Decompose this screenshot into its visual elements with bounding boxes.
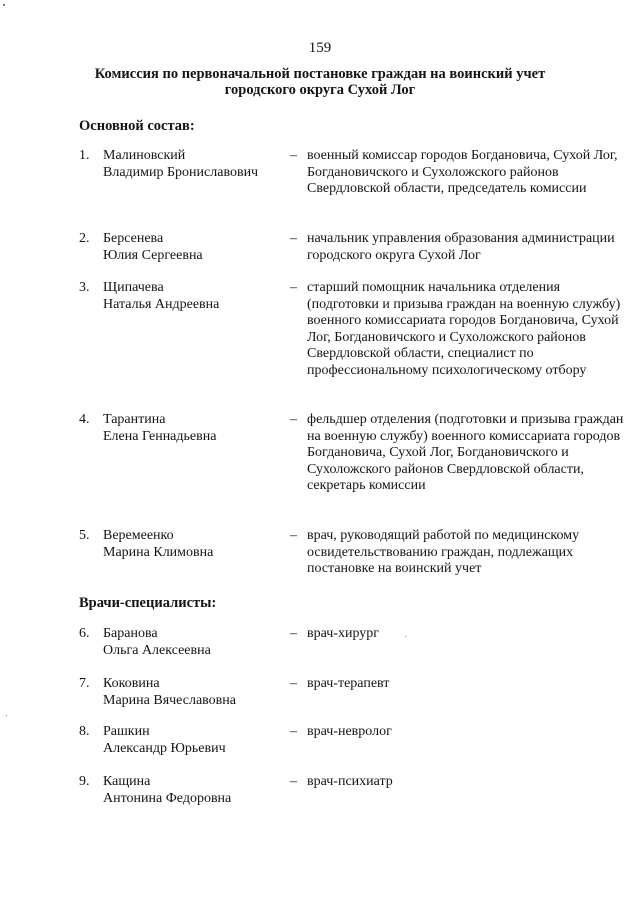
section-heading-main: Основной состав: xyxy=(79,118,195,134)
dash-separator: – xyxy=(290,724,297,739)
dash-separator: – xyxy=(290,148,297,163)
scan-speck xyxy=(405,636,406,637)
member-name: Кащина Антонина Федоровна xyxy=(103,774,232,806)
member-name: Тарантина Елена Геннадьевна xyxy=(103,412,217,444)
title-line-1: Комиссия по первоначальной постановке граждан на воинский учет xyxy=(94,66,546,82)
dash-separator: – xyxy=(290,412,297,427)
member-role: старший помощник начальника отделения (подготовки и призыва граждан на военную службу) военного комиссариата городов Богдановича, Сухой Лог, Богдановичского и Сухоложского районов Свердловской области, специалист по профессиональному психологическому отбору xyxy=(307,280,621,378)
member-role: начальник управления образования администрации городского округа Сухой Лог xyxy=(307,231,615,263)
member-role: врач-терапевт xyxy=(307,676,390,691)
scan-speck xyxy=(6,715,7,716)
member-name: Малиновский Владимир Брониславович xyxy=(103,148,259,180)
dash-separator: – xyxy=(290,280,297,295)
member-number: 6. xyxy=(79,626,90,641)
section-heading-doctors: Врачи-специалисты: xyxy=(79,595,217,611)
member-number: 8. xyxy=(79,724,90,739)
member-name: Берсенева Юлия Сергеевна xyxy=(103,231,203,263)
member-number: 1. xyxy=(79,148,90,163)
page-number: 159 xyxy=(308,40,332,56)
member-number: 4. xyxy=(79,412,90,427)
member-role: врач-психиатр xyxy=(307,774,393,789)
member-name: Рашкин Александр Юрьевич xyxy=(103,724,226,756)
page-title xyxy=(60,66,580,98)
member-number: 7. xyxy=(79,676,90,691)
title-line-2: городского округа Сухой Лог xyxy=(224,82,416,98)
dash-separator: – xyxy=(290,231,297,246)
member-name: Щипачева Наталья Андреевна xyxy=(103,280,220,312)
member-role: врач-невролог xyxy=(307,724,392,739)
member-name: Баранова Ольга Алексеевна xyxy=(103,626,211,658)
member-role: врач, руководящий работой по медицинскому освидетельствованию граждан, подлежащих постановке на воинский учет xyxy=(307,528,580,576)
member-number: 5. xyxy=(79,528,90,543)
member-name: Веремеенко Марина Климовна xyxy=(103,528,214,560)
scan-speck xyxy=(3,4,5,6)
dash-separator: – xyxy=(290,528,297,543)
member-role: военный комиссар городов Богдановича, Сухой Лог, Богдановичского и Сухоложского районов Свердловской области, председатель комиссии xyxy=(307,148,618,196)
dash-separator: – xyxy=(290,626,297,641)
dash-separator: – xyxy=(290,774,297,789)
member-role: врач-хирург xyxy=(307,626,380,641)
member-number: 9. xyxy=(79,774,90,789)
member-name: Коковина Марина Вячеславовна xyxy=(103,676,236,708)
member-role: фельдшер отделения (подготовки и призыва граждан на военную службу) военного комиссариата городов Богдановича, Сухой Лог, Богдановичского и Сухоложского районов Свердловской области, секретарь комиссии xyxy=(307,412,624,493)
dash-separator: – xyxy=(290,676,297,691)
member-number: 2. xyxy=(79,231,90,246)
member-number: 3. xyxy=(79,280,90,295)
